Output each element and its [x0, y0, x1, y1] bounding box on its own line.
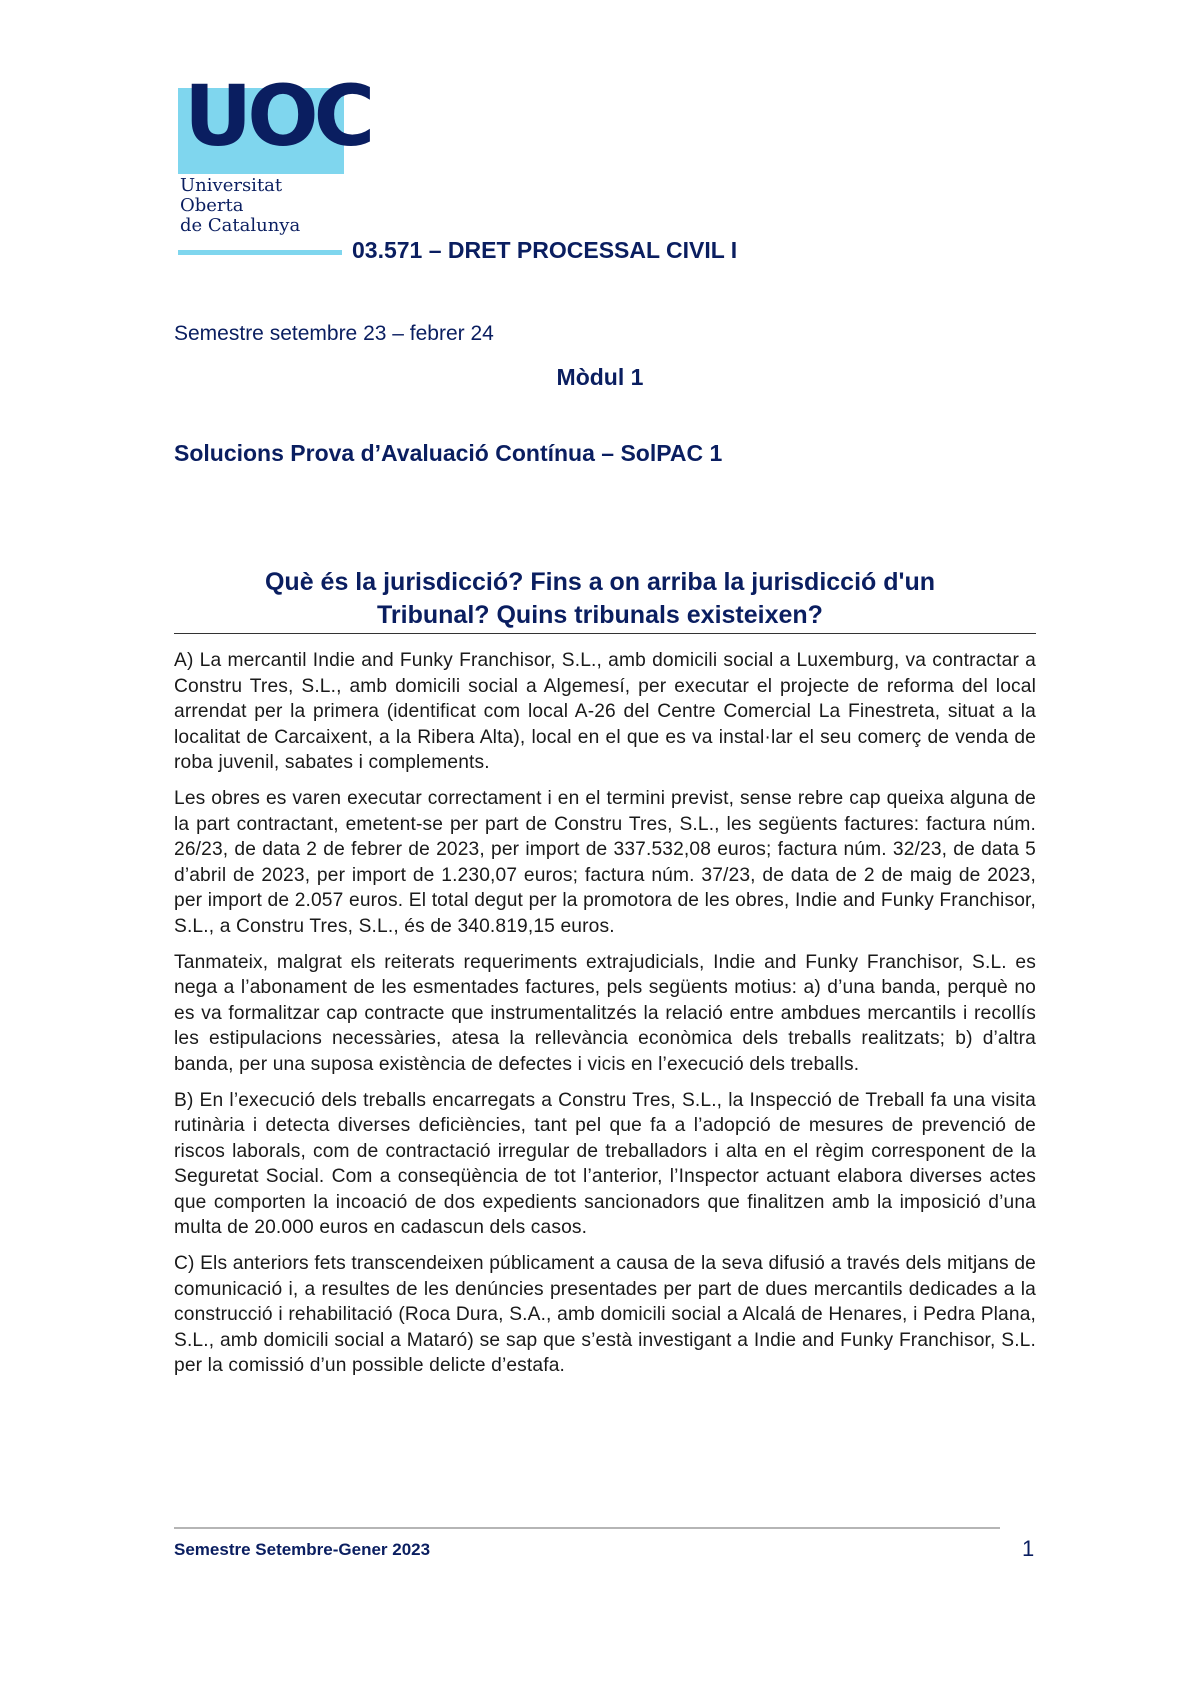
page-number: 1	[1022, 1536, 1035, 1561]
logo-mark: UOC	[184, 67, 371, 165]
module-title: Mòdul 1	[556, 364, 644, 390]
paragraph-a-2: Les obres es varen executar correctament i en el termini previst, sense rebre cap queixa alguna de la part contractant, emetent-se per part de Constru Tres, S.L., les següents factures: factura núm. 26/23, de data 2 de febrer de 2023, per import de 337.532,08 euros; factura núm. 32/23, de data 5 d’abril de 2023, per import de 1.230,07 euros; factura núm. 37/23, de data de 2 de maig de 2023, per import de 2.057 euros. El total degut per la promotora de les obres, Indie and Funky Franchisor, S.L., a Constru Tres, S.L., és de 340.819,15 euros.	[174, 787, 1036, 937]
logo-underline	[178, 250, 342, 255]
logo-line-1: Universitat	[180, 175, 283, 196]
footer-semester: Semestre Setembre-Gener 2023	[174, 1540, 431, 1559]
course-code: 03.571 – DRET PROCESSAL CIVIL I	[352, 237, 738, 263]
semester-label: Semestre setembre 23 – febrer 24	[174, 322, 494, 345]
question-line-1: Què és la jurisdicció? Fins a on arriba la jurisdicció d'un	[264, 568, 935, 596]
paragraph-a-3: Tanmateix, malgrat els reiterats requeriments extrajudicials, Indie and Funky Franchisor, S.L. es nega a l’abonament de les esmentades factures, pels següents motius: a) d’una banda, perquè no es va formalitzar cap contracte que instrumentalitzés la relació entre ambdues mercantils i recollís les estipulacions necessàries, atesa la rellevància econòmica dels treballs realitzats; b) d’altra banda, per una suposa existència de defectes i vicis en l’execució dels treballs.	[174, 951, 1036, 1075]
solutions-title: Solucions Prova d’Avaluació Contínua – SolPAC 1	[174, 440, 723, 466]
question-heading	[0, 566, 1200, 632]
paragraph-c: C) Els anteriors fets transcendeixen públicament a causa de la seva difusió a través dels mitjans de comunicació i, a resultes de les denúncies presentades per part de dues mercantils dedicades a la construcció i rehabilitació (Roca Dura, S.A., amb domicili social a Alcalá de Henares, i Pedra Plana, S.L., amb domicili social a Mataró) se sap que s’està investigant a Indie and Funky Franchisor, S.L. per la comissió d’un possible delicte d’estafa.	[174, 1253, 1036, 1377]
logo-wordmark	[180, 176, 300, 236]
paragraph-a: A) La mercantil Indie and Funky Franchisor, S.L., amb domicili social a Luxemburg, va contractar a Constru Tres, S.L., amb domicili social a Algemesí, per executar el projecte de reforma del local arrendat per la primera (identificat com local A-26 del Centre Comercial La Finestreta, situat a la localitat de Carcaixent, a la Ribera Alta), local en el que es va instal·lar el seu comerç de venda de roba juvenil, sabates i complements.	[174, 650, 1036, 774]
uoc-logo	[178, 67, 371, 174]
logo-line-2: Oberta	[180, 195, 244, 216]
logo-line-3: de Catalunya	[180, 215, 301, 236]
case-statement	[174, 648, 1036, 1389]
footer-divider	[174, 1527, 1000, 1529]
question-divider	[174, 633, 1036, 634]
question-line-2: Tribunal? Quins tribunals existeixen?	[377, 601, 823, 629]
paragraph-b: B) En l’execució dels treballs encarregats a Constru Tres, S.L., la Inspecció de Treball fa una visita rutinària i detecta diverses deficiències, tant pel que fa a l’adopció de mesures de prevenció de riscos laborals, com de contractació irregular de treballadors i alta en el règim corresponent de la Seguretat Social. Com a conseqüència de tot l’anterior, l’Inspector actuant elabora diverses actes que comporten la incoació de dos expedients sancionadors que finalitzen amb la imposició d’una multa de 20.000 euros en cadascun dels casos.	[174, 1089, 1036, 1239]
